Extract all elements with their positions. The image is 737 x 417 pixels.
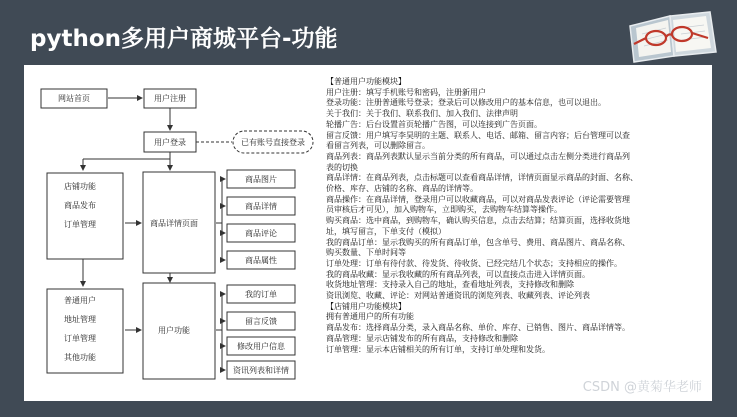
- feature-line: 商品详情：在商品列表，点击标题可以查看商品详情，详情页面显示商品的封面、名称、: [326, 173, 638, 183]
- feature-line: 看留言列表，可以删除留言。: [326, 141, 430, 151]
- user-item-label: 修改用户信息: [237, 342, 285, 351]
- feature-line: 址，填写留言，下单支付（模拟）: [326, 226, 446, 236]
- feature-line: 商品发布：选择商品分类，录入商品名称、单价、库存、已销售、图片、商品详情等。: [326, 323, 630, 333]
- user-line: 订单管理: [64, 334, 96, 343]
- slide-title: python多用户商城平台-功能: [30, 26, 338, 52]
- watermark: CSDN @黄菊华老师: [582, 380, 702, 395]
- user-item-label: 留言反馈: [245, 317, 277, 326]
- feature-line: 【普通用户功能模块】: [326, 77, 406, 86]
- user-function-label: 用户功能: [158, 326, 190, 335]
- feature-line: 购买商品：选中商品，到购物车，确认购买信息，点击去结算；结算页面，选择收货地: [326, 216, 630, 226]
- feature-line: 员审核后才可见），加入购物车，立即购买，去购物车结算等操作。: [326, 205, 562, 215]
- feature-line: 拥有普通用户的所有功能: [326, 312, 414, 322]
- product-item-label: 商品详情: [245, 202, 277, 211]
- merchant-line: 店铺功能: [64, 182, 96, 191]
- user-item-label: 我的订单: [245, 290, 277, 299]
- content-panel: [24, 65, 712, 401]
- feature-line: 价格、库存、店铺的名称、商品的详情等。: [326, 184, 478, 194]
- feature-line: 商品操作：在商品详情，登录用户可以收藏商品，可以对商品发表评论（评论需要管理: [326, 194, 630, 204]
- home-label: 网站首页: [58, 94, 90, 103]
- user-item-label: 资讯列表和详情: [233, 366, 289, 375]
- product-item-label: 商品评论: [245, 229, 277, 238]
- feature-line: 商品管理：显示店铺发布的所有商品，支持修改和删除: [326, 333, 518, 343]
- book-illustration: [624, 8, 720, 64]
- product-detail-label: 商品详情页面: [150, 219, 198, 228]
- feature-line: 关于我们：关于我们、联系我们、加入我们、法律声明: [326, 109, 518, 119]
- feature-line: 轮播广告：后台设置首页轮播广告图，可以连接到广告页面。: [326, 119, 542, 129]
- feature-line: 收货地址管理：支持录入自己的地址，查看地址列表，支持修改和删除: [326, 280, 574, 290]
- feature-line: 我的商品订单：显示我购买的所有商品订单，包含单号、费用、商品图片、商品名称、: [326, 237, 630, 247]
- merchant-line: 订单管理: [64, 220, 96, 229]
- feature-line: 表的切换: [326, 162, 358, 172]
- feature-description: [326, 77, 710, 355]
- feature-line: 用户注册：填写手机账号和密码，注册新用户: [326, 87, 486, 97]
- feature-line: 登录功能：注册普通账号登录；登录后可以修改用户的基本信息，也可以退出。: [326, 98, 606, 108]
- feature-line: 【店铺用户功能模块】: [326, 301, 406, 311]
- register-label: 用户注册: [154, 94, 186, 103]
- merchant-line: 商品发布: [64, 201, 96, 210]
- login-label: 用户登录: [154, 138, 186, 147]
- function-diagram: [24, 65, 324, 401]
- feature-line: 留言反馈：用户填写李昊明的主题、联系人、电话、邮箱、留言内容；后台管理可以查: [326, 130, 630, 140]
- feature-line: 我的商品收藏：显示我收藏的所有商品列表，可以直接点击进入详情页面。: [326, 269, 590, 279]
- feature-line: 资讯浏览、收藏、评论：对网站普通资讯的浏览列表、收藏列表、评论列表: [326, 291, 590, 301]
- feature-line: 商品列表：商品列表默认显示当前分类的所有商品，可以通过点击左侧分类进行商品列: [326, 151, 630, 161]
- feature-line: 订单管理：显示本店铺相关的所有订单，支持订单处理和发货。: [326, 344, 550, 354]
- user-line: 其他功能: [64, 353, 96, 362]
- product-item-label: 商品属性: [245, 256, 277, 265]
- product-item-label: 商品图片: [245, 175, 277, 184]
- user-line: 普通用户: [64, 296, 96, 305]
- login-note-label: 已有账号直接登录: [241, 138, 305, 147]
- user-line: 地址管理: [64, 315, 96, 324]
- feature-line: 订单处理：订单有待付款、待发货、待收货、已经完结几个状态；支持相应的操作。: [326, 258, 622, 268]
- feature-line: 购买数量、下单时间等: [326, 248, 406, 258]
